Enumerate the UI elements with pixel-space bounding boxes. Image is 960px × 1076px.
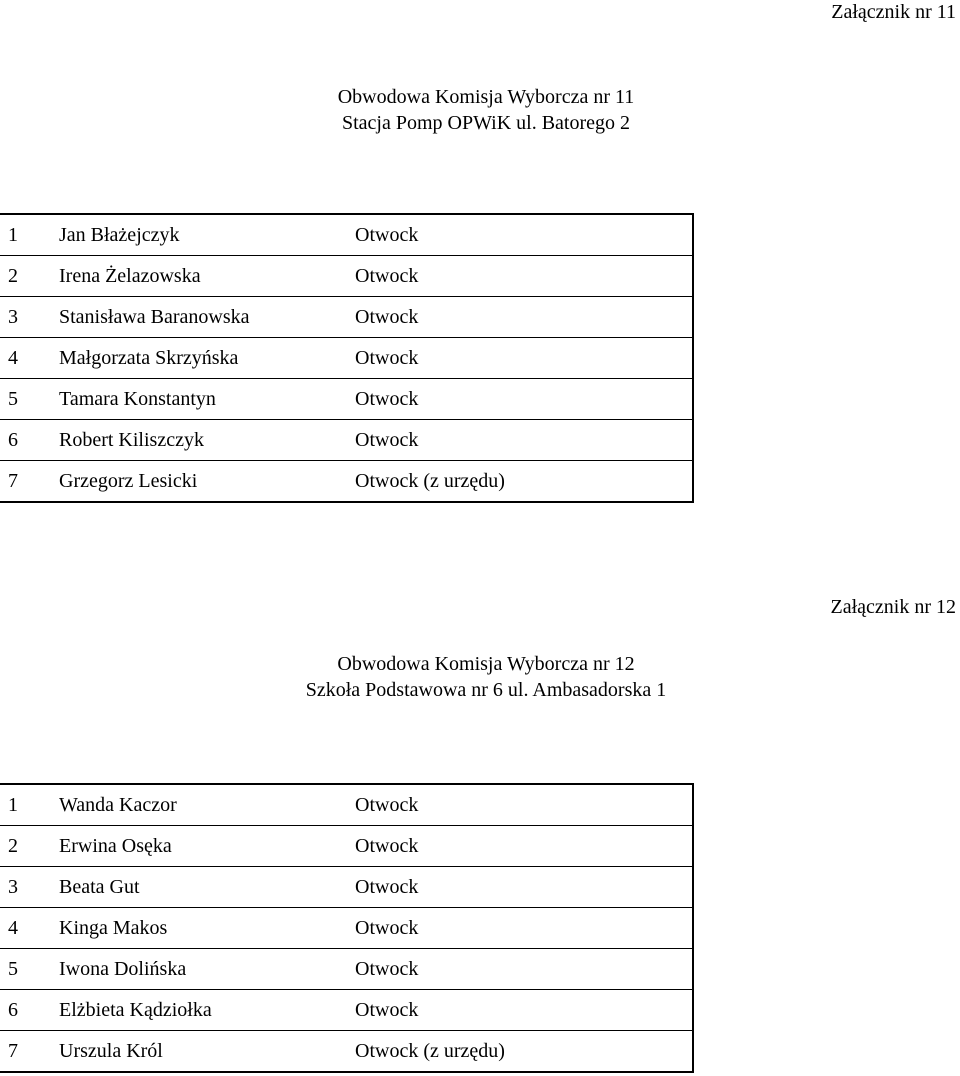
member-number: 5 (0, 949, 51, 990)
table-row (0, 826, 693, 867)
member-name: Beata Gut (51, 867, 347, 908)
members-table (0, 783, 694, 1073)
member-name: Jan Błażejczyk (51, 214, 347, 256)
member-number: 4 (0, 338, 51, 379)
member-number: 2 (0, 256, 51, 297)
annex-title: Załącznik nr 12 (830, 596, 956, 618)
members-table (0, 213, 694, 503)
member-city: Otwock (347, 826, 693, 867)
table-row (0, 461, 693, 503)
member-city: Otwock (347, 990, 693, 1031)
commission-title: Obwodowa Komisja Wyborcza nr 11 (337, 86, 635, 108)
table-row (0, 379, 693, 420)
member-number: 3 (0, 297, 51, 338)
table-row (0, 256, 693, 297)
table-row (0, 949, 693, 990)
member-city: Otwock (347, 214, 693, 256)
member-city: Otwock (347, 420, 693, 461)
member-city: Otwock (347, 867, 693, 908)
member-name: Małgorzata Skrzyńska (51, 338, 347, 379)
member-city: Otwock (347, 784, 693, 826)
member-number: 6 (0, 420, 51, 461)
annex-title: Załącznik nr 11 (831, 1, 956, 23)
table-row (0, 908, 693, 949)
member-name: Robert Kiliszczyk (51, 420, 347, 461)
table-row (0, 297, 693, 338)
member-city: Otwock (z urzędu) (347, 1031, 693, 1073)
table-row (0, 338, 693, 379)
member-number: 1 (0, 214, 51, 256)
commission-location: Stacja Pomp OPWiK ul. Batorego 2 (341, 112, 631, 134)
member-city: Otwock (347, 949, 693, 990)
member-number: 2 (0, 826, 51, 867)
member-name: Erwina Osęka (51, 826, 347, 867)
member-name: Elżbieta Kądziołka (51, 990, 347, 1031)
member-number: 1 (0, 784, 51, 826)
member-number: 7 (0, 461, 51, 503)
table-row (0, 420, 693, 461)
table-row (0, 990, 693, 1031)
member-city: Otwock (347, 297, 693, 338)
member-name: Irena Żelazowska (51, 256, 347, 297)
member-name: Tamara Konstantyn (51, 379, 347, 420)
member-number: 4 (0, 908, 51, 949)
commission-location: Szkoła Podstawowa nr 6 ul. Ambasadorska 1 (305, 679, 667, 701)
member-name: Grzegorz Lesicki (51, 461, 347, 503)
member-name: Stanisława Baranowska (51, 297, 347, 338)
commission-title: Obwodowa Komisja Wyborcza nr 12 (337, 653, 635, 675)
member-city: Otwock (347, 379, 693, 420)
member-name: Urszula Król (51, 1031, 347, 1073)
table-row (0, 784, 693, 826)
member-city: Otwock (347, 908, 693, 949)
member-city: Otwock (z urzędu) (347, 461, 693, 503)
member-name: Kinga Makos (51, 908, 347, 949)
member-number: 7 (0, 1031, 51, 1073)
member-number: 6 (0, 990, 51, 1031)
member-number: 3 (0, 867, 51, 908)
member-city: Otwock (347, 256, 693, 297)
table-row (0, 867, 693, 908)
table-row (0, 1031, 693, 1073)
table-row (0, 214, 693, 256)
member-city: Otwock (347, 338, 693, 379)
member-number: 5 (0, 379, 51, 420)
member-name: Iwona Dolińska (51, 949, 347, 990)
member-name: Wanda Kaczor (51, 784, 347, 826)
